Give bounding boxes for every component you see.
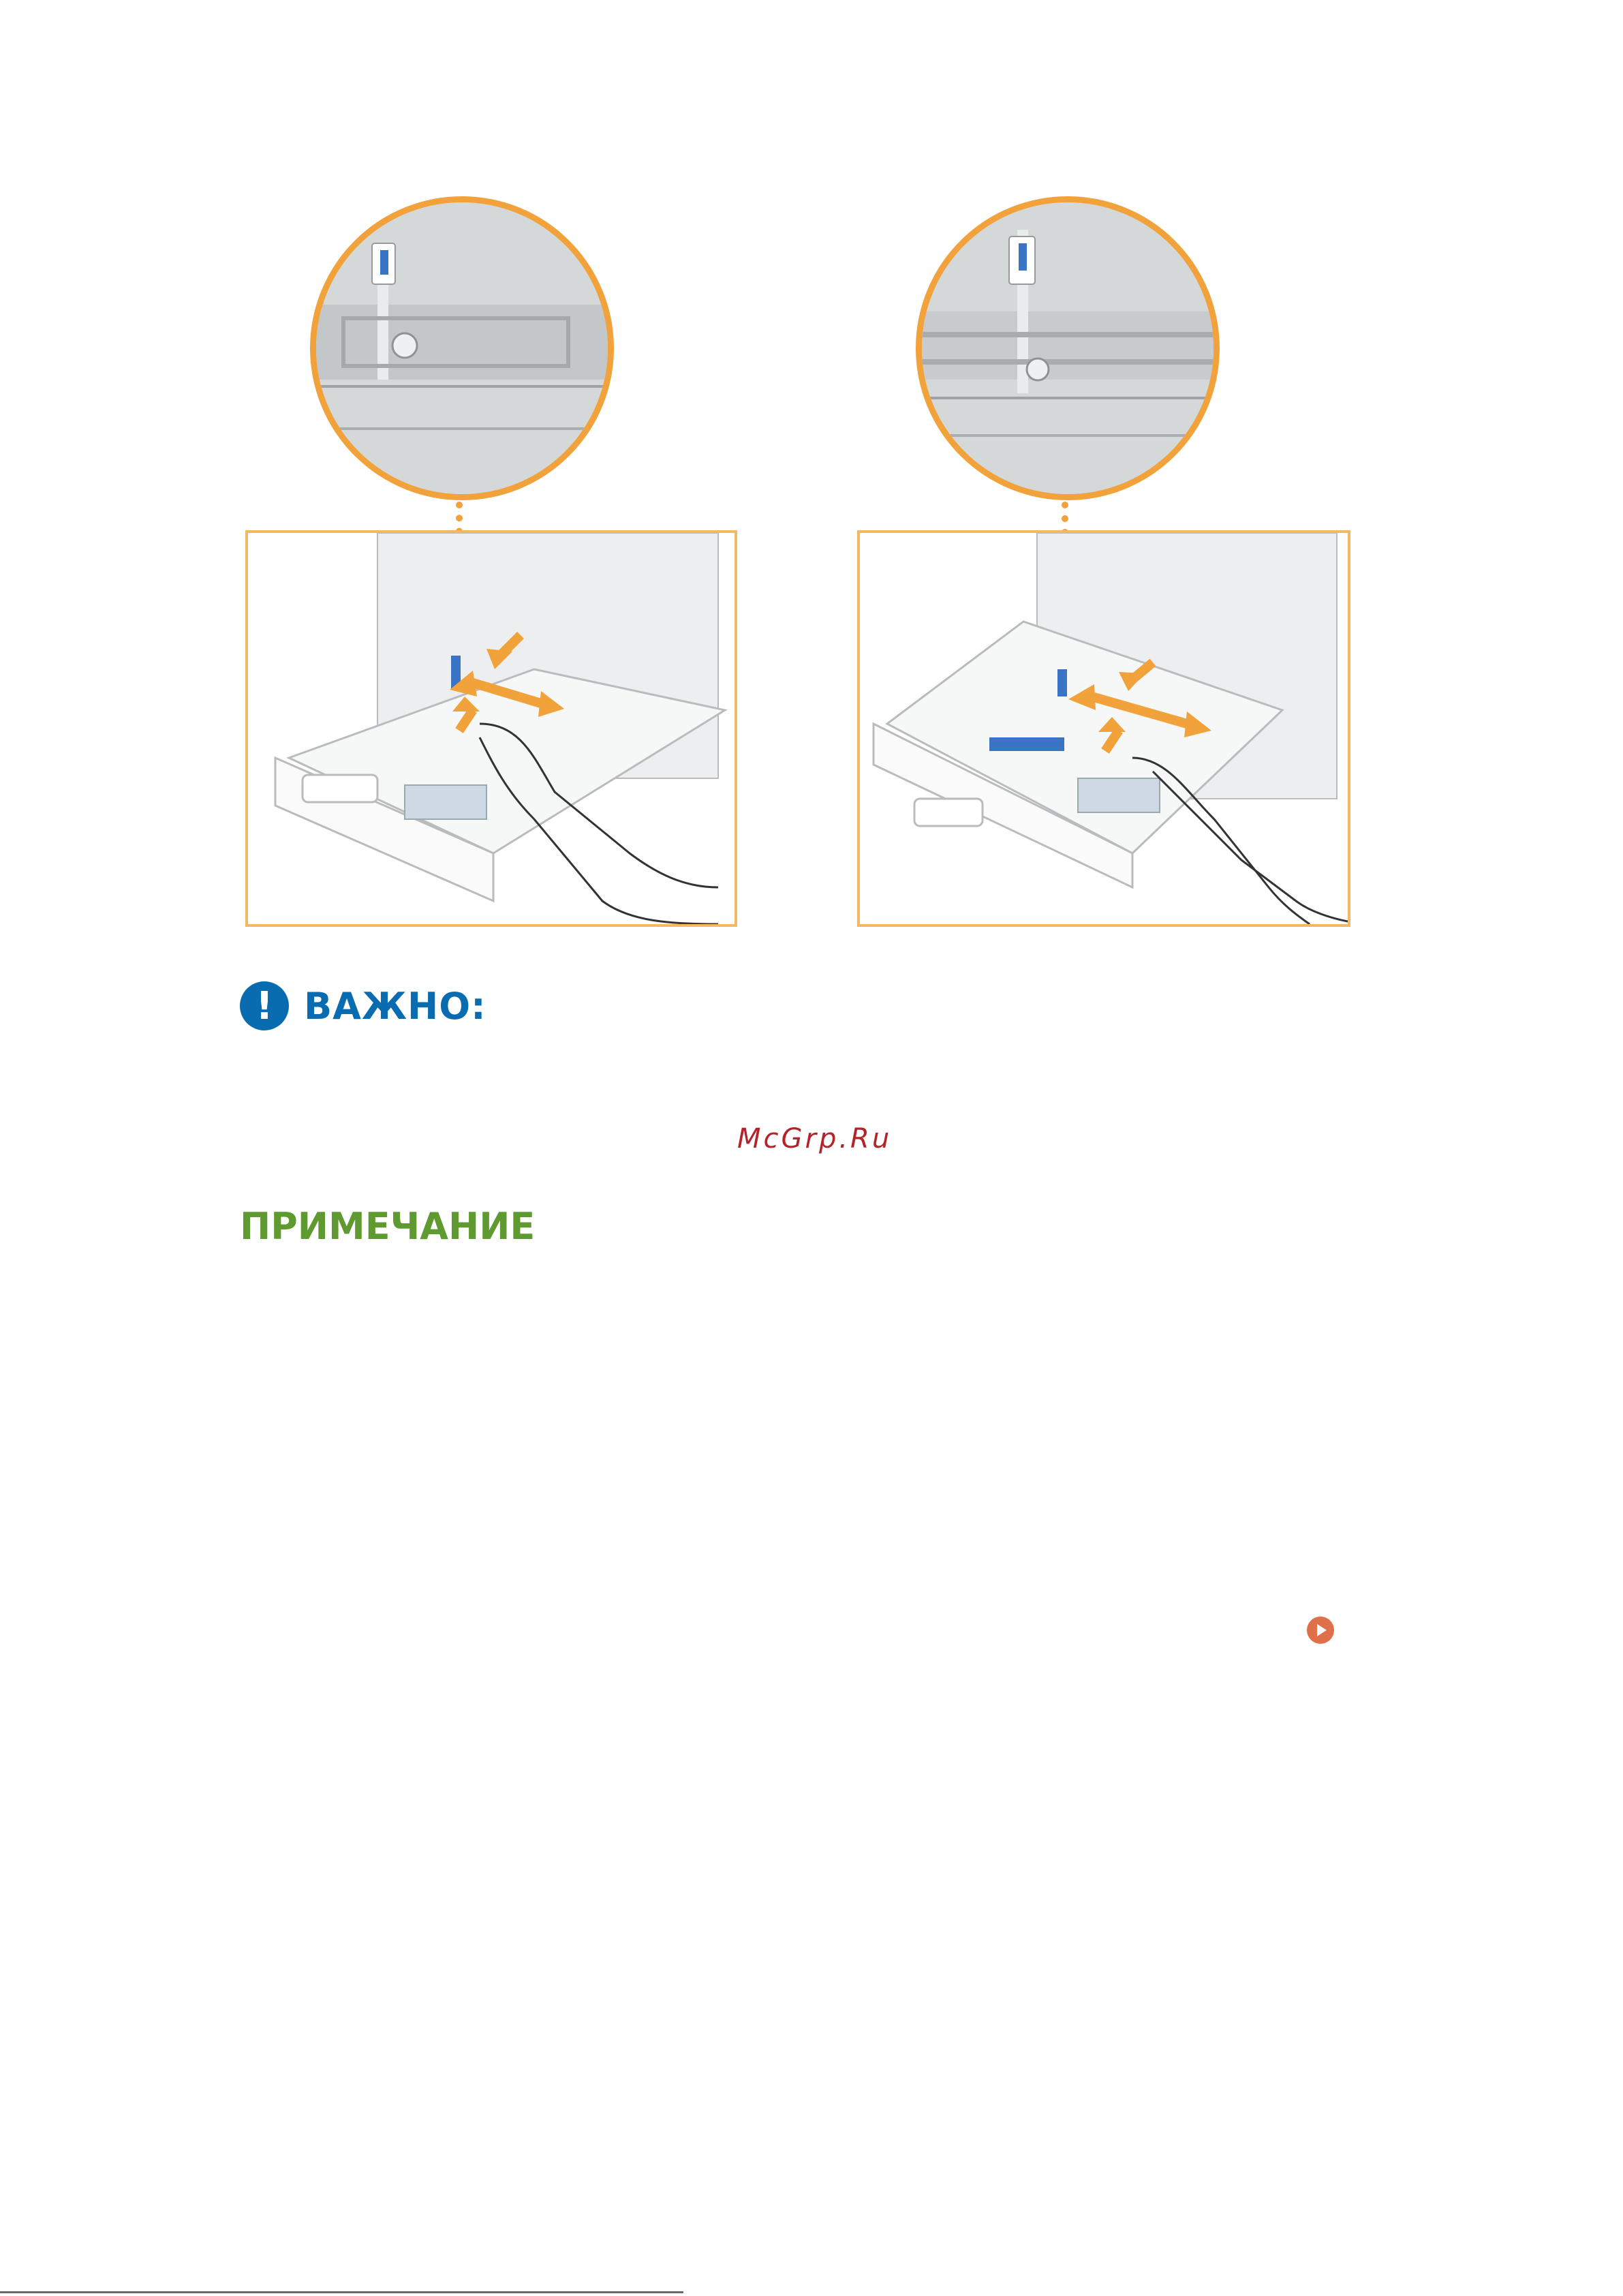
next-page-icon[interactable] <box>1307 1617 1334 1644</box>
tray-frame-right <box>857 530 1350 927</box>
magnified-view-left <box>310 196 614 500</box>
tray-drawer-right-icon <box>860 533 1348 924</box>
magnified-view-right <box>916 196 1220 500</box>
note-heading: ПРИМЕЧАНИЕ <box>240 1205 536 1248</box>
tray-frame-left <box>245 530 737 927</box>
footer-divider <box>0 2291 683 2293</box>
important-heading <box>240 979 486 1033</box>
exclamation-icon: ! <box>240 981 289 1030</box>
important-label: ВАЖНО: <box>304 984 486 1028</box>
watermark: McGrp.Ru <box>737 1123 893 1154</box>
tray-drawer-left-icon <box>248 533 735 924</box>
magnified-guide-right-icon <box>922 202 1215 495</box>
magnified-guide-left-icon <box>316 202 609 495</box>
